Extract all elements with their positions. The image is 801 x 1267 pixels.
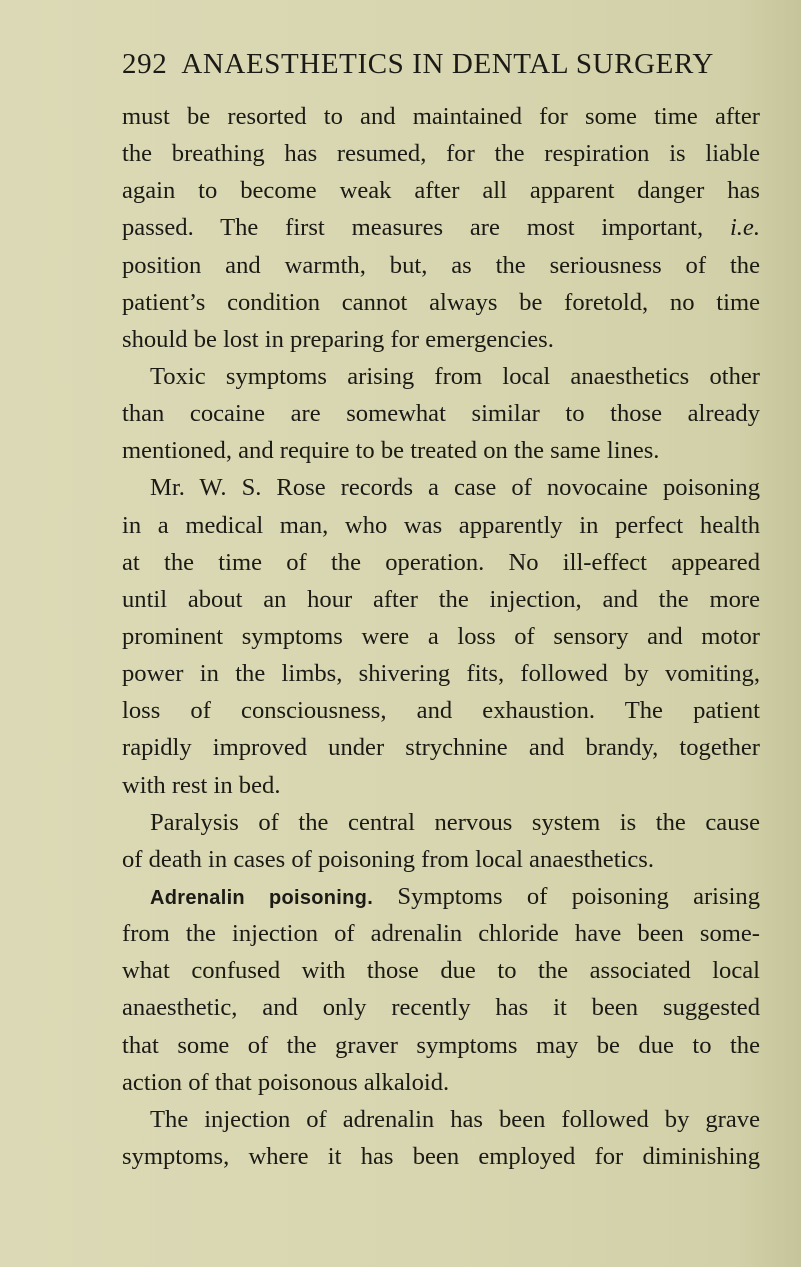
- paragraph: [122, 98, 760, 358]
- text-line: must be resorted to and maintained for some time after: [122, 103, 760, 130]
- text-line: patient’s condition cannot always be foretold, no time: [122, 288, 760, 316]
- paragraph: [122, 1101, 760, 1175]
- text-line: the breathing has resumed, for the respiration is liable: [122, 140, 760, 168]
- text-line: what confused with those due to the associated local: [122, 957, 760, 985]
- text-line: again to become weak after all apparent danger has: [122, 177, 760, 205]
- text-line: with rest in bed.: [122, 771, 281, 799]
- text-line: action of that poisonous alkaloid.: [122, 1068, 450, 1096]
- text-line: Paralysis of the central nervous system is the cause: [150, 808, 760, 836]
- text-line: [122, 878, 760, 915]
- running-title: ANAESTHETICS IN DENTAL SURGERY: [181, 48, 714, 80]
- text-line: power in the limbs, shivering fits, followed by vomiting,: [122, 660, 760, 688]
- text-line: passed. The first measures are most important, i.e.: [122, 214, 760, 242]
- paragraph: [122, 358, 760, 469]
- page-number: 292: [122, 48, 168, 80]
- text-line: Toxic symptoms arising from local anaesthetics other: [150, 362, 760, 390]
- text-line: symptoms, where it has been employed for diminishing: [122, 1142, 760, 1170]
- text-line: anaesthetic, and only recently has it been suggested: [122, 994, 760, 1022]
- text-line: mentioned, and require to be treated on the same lines.: [122, 437, 660, 465]
- italic-abbreviation: i.e.: [729, 214, 760, 242]
- text-line: prominent symptoms were a loss of sensory and motor: [122, 622, 760, 650]
- paragraph: [122, 804, 760, 878]
- text-line: rapidly improved under strychnine and brandy, together: [122, 734, 760, 762]
- text-line: loss of consciousness, and exhaustion. The patient: [122, 697, 760, 725]
- body-text: [122, 98, 760, 1175]
- text-line: in a medical man, who was apparently in perfect health: [122, 511, 760, 539]
- text-line: from the injection of adrenalin chloride have been some-: [122, 920, 760, 948]
- text-line: than cocaine are somewhat similar to those already: [122, 400, 760, 428]
- paragraph: [122, 878, 760, 1101]
- text-line: of death in cases of poisoning from local anaesthetics.: [122, 845, 655, 873]
- running-header: [122, 48, 762, 81]
- text-line: that some of the graver symptoms may be due to the: [122, 1031, 760, 1059]
- text-line: until about an hour after the injection, and the more: [122, 585, 760, 613]
- text-line: position and warmth, but, as the seriousness of the: [122, 251, 760, 279]
- text-line: Mr. W. S. Rose records a case of novocaine poisoning: [150, 474, 760, 502]
- text-line: at the time of the operation. No ill-effect appeared: [122, 548, 760, 576]
- text-line: should be lost in preparing for emergencies.: [122, 325, 554, 353]
- text-line: The injection of adrenalin has been followed by grave: [150, 1105, 760, 1133]
- paragraph: [122, 469, 760, 803]
- side-heading: Adrenalin poisoning.: [150, 886, 374, 909]
- text-run: Symptoms of poisoning arising: [397, 882, 761, 910]
